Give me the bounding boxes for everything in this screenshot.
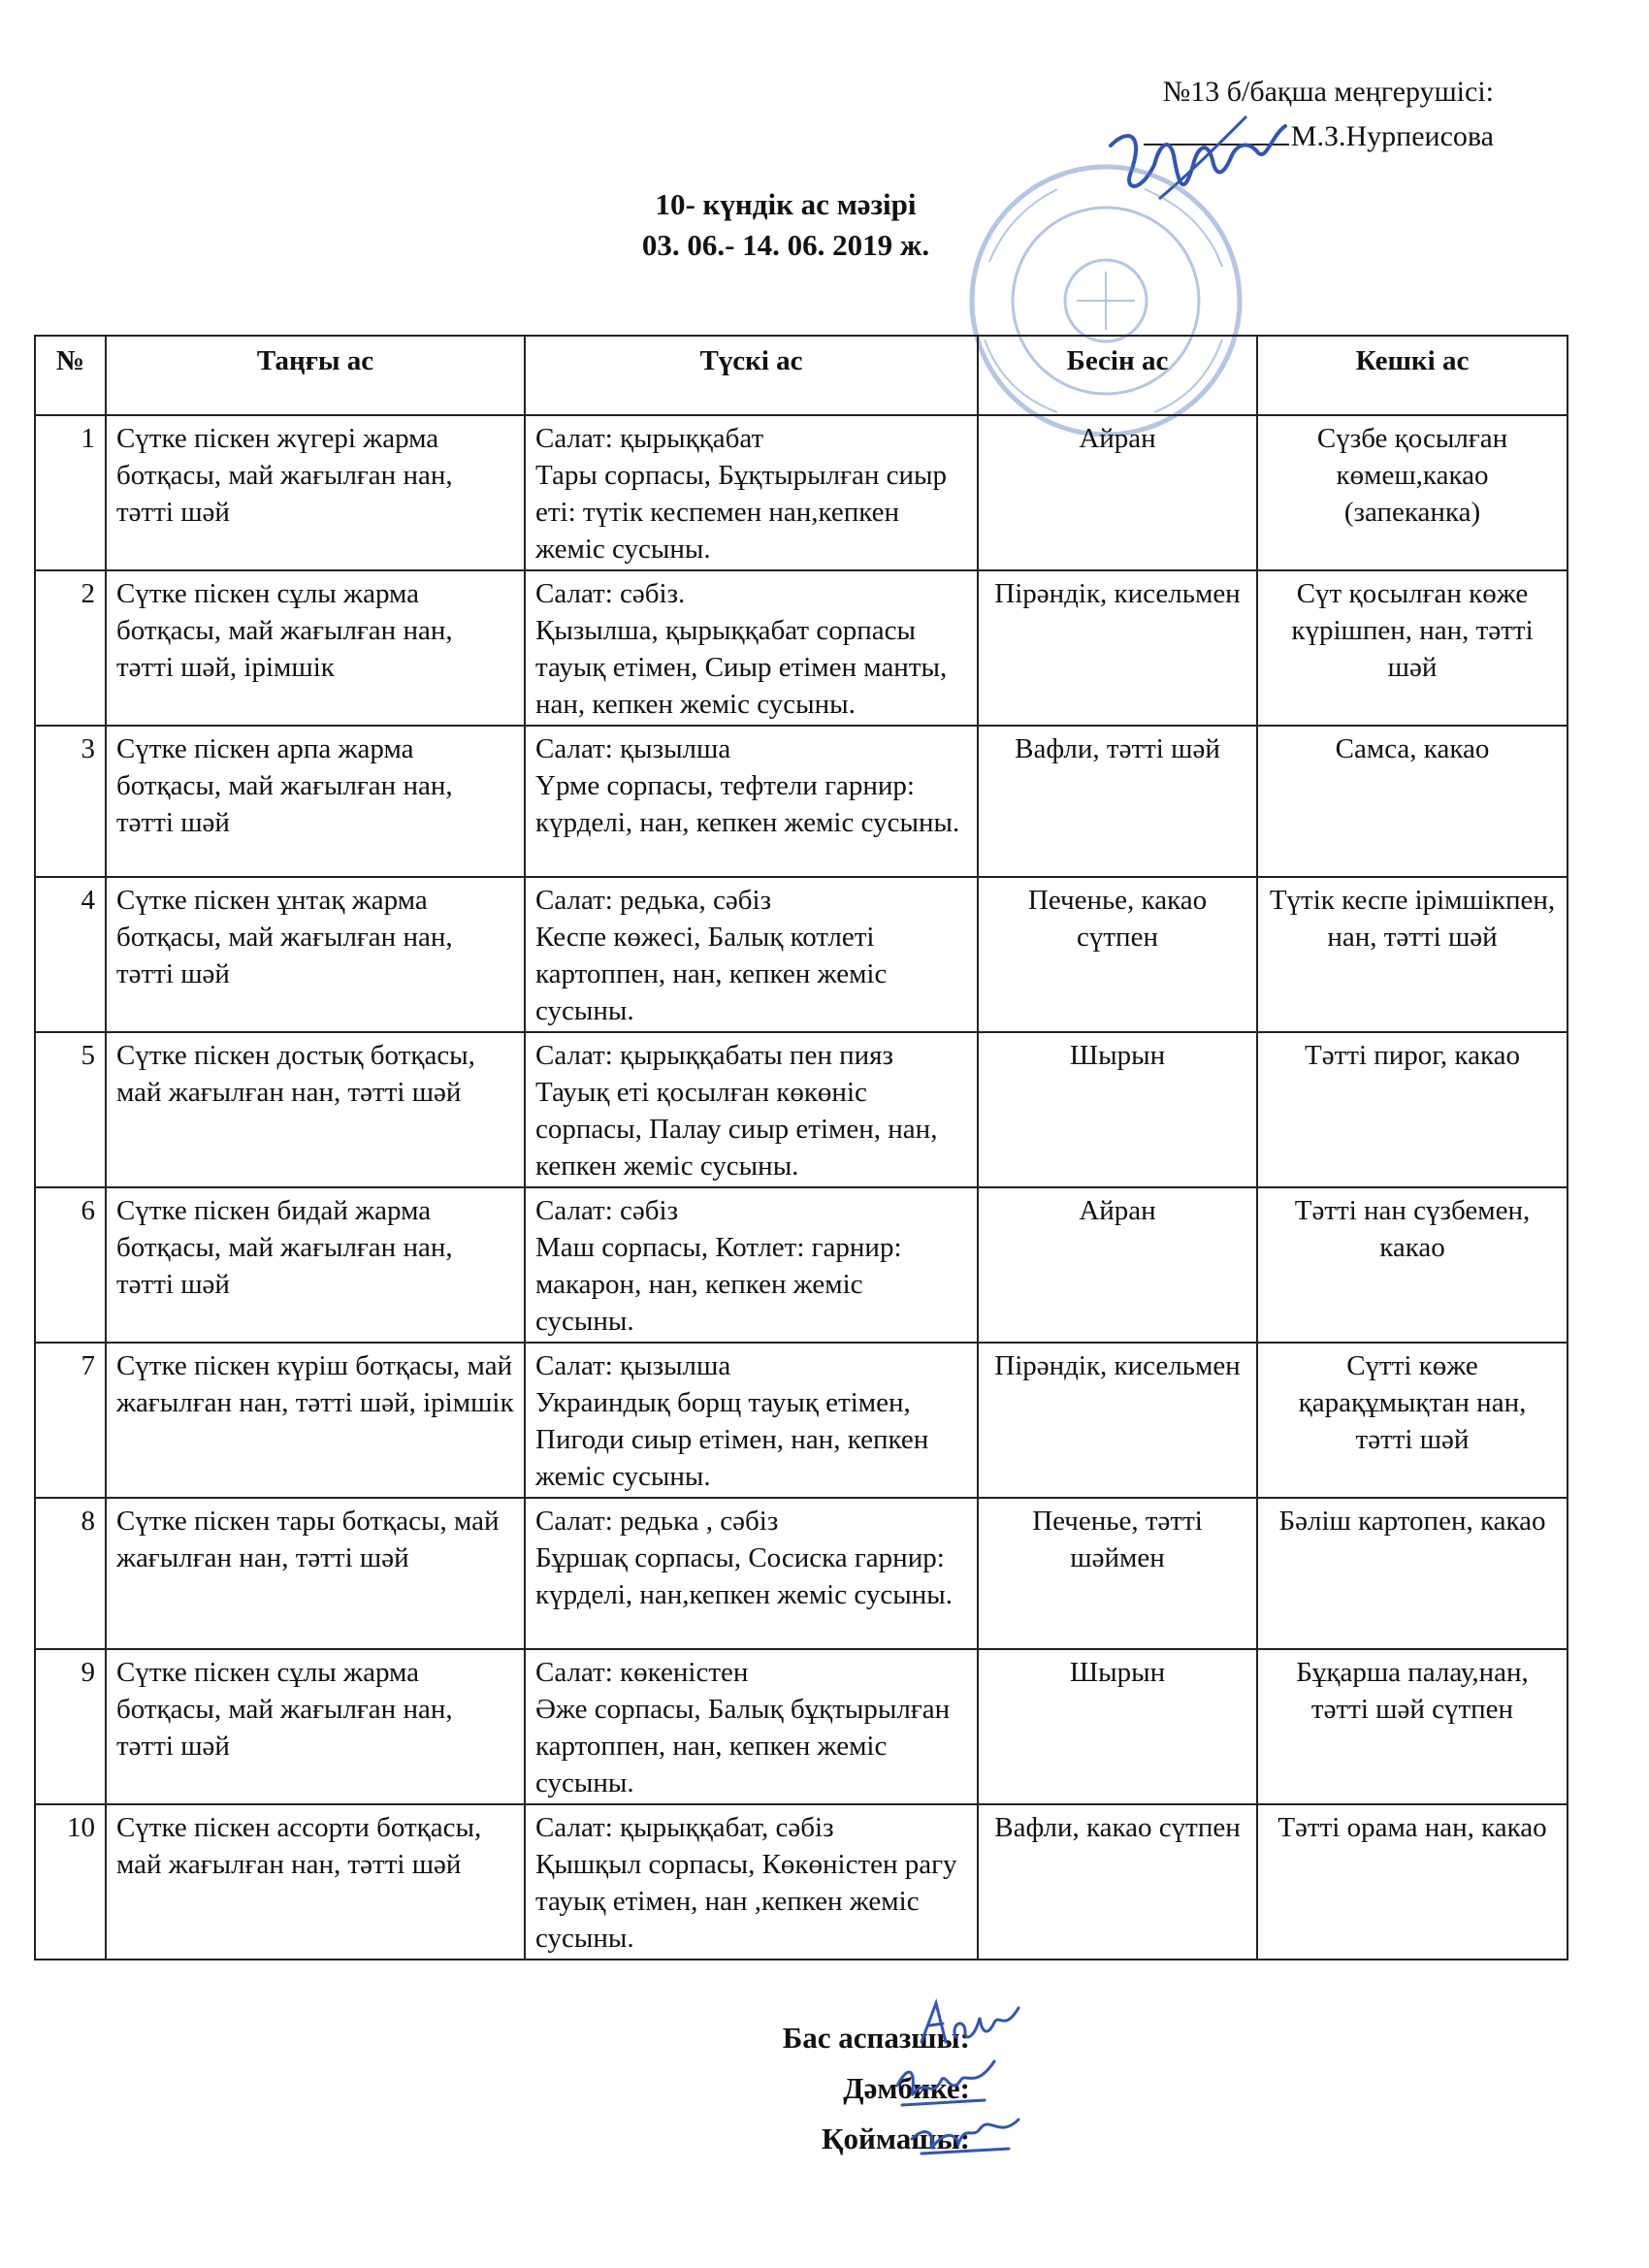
storekeeper-label: Қоймашы: <box>822 2122 970 2155</box>
row-number: 10 <box>35 1804 106 1960</box>
dinner-cell: Тәтті орама нан, какао <box>1257 1804 1568 1960</box>
snack-cell: Пірәндік, кисельмен <box>978 570 1257 726</box>
row-number: 7 <box>35 1343 106 1498</box>
breakfast-cell: Сүтке піскен достық ботқасы, май жағылған нан, тәтті шәй <box>106 1032 525 1187</box>
table-row <box>35 1498 1568 1649</box>
header-breakfast: Таңғы ас <box>106 336 525 415</box>
snack-cell: Пірәндік, кисельмен <box>978 1343 1257 1498</box>
snack-cell: Шырын <box>978 1649 1257 1804</box>
breakfast-cell: Сүтке піскен бидай жарма ботқасы, май жағылған нан, тәтті шәй <box>106 1187 525 1343</box>
table-row <box>35 1343 1568 1498</box>
table-row <box>35 1804 1568 1960</box>
approval-name: М.З.Нурпеисова <box>1290 120 1494 152</box>
header-snack: Бесін ас <box>978 336 1257 415</box>
breakfast-cell: Сүтке піскен ассорти ботқасы, май жағылған нан, тәтті шәй <box>106 1804 525 1960</box>
table-row <box>35 570 1568 726</box>
dinner-cell: Түтік кеспе ірімшікпен, нан, тәтті шәй <box>1257 877 1568 1032</box>
row-number: 8 <box>35 1498 106 1649</box>
nurse-label: Дәмбике: <box>843 2071 970 2105</box>
table-row <box>35 1187 1568 1343</box>
dinner-cell: Тәтті пирог, какао <box>1257 1032 1568 1187</box>
breakfast-cell: Сүтке піскен күріш ботқасы, май жағылған нан, тәтті шәй, ірімшік <box>106 1343 525 1498</box>
row-number: 3 <box>35 726 106 877</box>
dinner-cell: Бұқарша палау,нан, тәтті шәй сүтпен <box>1257 1649 1568 1804</box>
snack-cell: Шырын <box>978 1032 1257 1187</box>
title-line-1: 10- күндік ас мәзірі <box>655 187 917 221</box>
lunch-cell: Салат: сәбіз Маш сорпасы, Котлет: гарнир: макарон, нан, кепкен жеміс сусыны. <box>525 1187 978 1343</box>
header-lunch: Түскі ас <box>525 336 978 415</box>
header-number: № <box>35 336 106 415</box>
snack-cell: Вафли, какао сүтпен <box>978 1804 1257 1960</box>
row-number: 1 <box>35 415 106 570</box>
table-row <box>35 877 1568 1032</box>
table-header-row <box>35 336 1568 415</box>
breakfast-cell: Сүтке піскен ұнтақ жарма ботқасы, май жағылған нан, тәтті шәй <box>106 877 525 1032</box>
dinner-cell: Сүзбе қосылған көмеш,какао (запеканка) <box>1257 415 1568 570</box>
dinner-cell: Сүтті көже қарақұмықтан нан, тәтті шәй <box>1257 1343 1568 1498</box>
table-body <box>35 415 1568 1960</box>
lunch-cell: Салат: қырыққабат, сәбіз Қышқыл сорпасы, Көкөністен рагу тауық етімен, нан ,кепкен жеміс сусыны. <box>525 1804 978 1960</box>
lunch-cell: Салат: қырыққабаты пен пияз Тауық еті қосылған көкөніс сорпасы, Палау сиыр етімен, нан, кепкен жеміс сусыны. <box>525 1032 978 1187</box>
table-row <box>35 415 1568 570</box>
title-dates: 03. 06.- 14. 06. 2019 ж. <box>641 228 930 262</box>
row-number: 6 <box>35 1187 106 1343</box>
lunch-cell: Салат: қызылша Украиндық борщ тауық етімен, Пигоди сиыр етімен, нан, кепкен жеміс сусыны. <box>525 1343 978 1498</box>
dinner-cell: Тәтті нан сүзбемен, какао <box>1257 1187 1568 1343</box>
breakfast-cell: Сүтке піскен сұлы жарма ботқасы, май жағылған нан, тәтті шәй <box>106 1649 525 1804</box>
table-row <box>35 1032 1568 1187</box>
dinner-cell: Самса, какао <box>1257 726 1568 877</box>
lunch-cell: Салат: редька , сәбіз Бұршақ сорпасы, Сосиска гарнир: күрделі, нан,кепкен жеміс сусыны. <box>525 1498 978 1649</box>
lunch-cell: Салат: редька, сәбіз Кеспе көжесі, Балық котлеті картоппен, нан, кепкен жеміс сусыны. <box>525 877 978 1032</box>
row-number: 9 <box>35 1649 106 1804</box>
snack-cell: Печенье, тәтті шәймен <box>978 1498 1257 1649</box>
breakfast-cell: Сүтке піскен тары ботқасы, май жағылған нан, тәтті шәй <box>106 1498 525 1649</box>
table-row <box>35 726 1568 877</box>
table-row <box>35 1649 1568 1804</box>
row-number: 5 <box>35 1032 106 1187</box>
breakfast-cell: Сүтке піскен арпа жарма ботқасы, май жағылған нан, тәтті шәй <box>106 726 525 877</box>
footer-signatures <box>0 2013 970 2164</box>
snack-cell: Айран <box>978 415 1257 570</box>
lunch-cell: Салат: қызылша Үрме сорпасы, тефтели гарнир: күрделі, нан, кепкен жеміс сусыны. <box>525 726 978 877</box>
dinner-cell: Сүт қосылған көже күрішпен, нан, тәтті шәй <box>1257 570 1568 726</box>
lunch-cell: Салат: сәбіз. Қызылша, қырыққабат сорпасы тауық етімен, Сиыр етімен манты, нан, кепкен жеміс сусыны. <box>525 570 978 726</box>
header-dinner: Кешкі ас <box>1257 336 1568 415</box>
chef-label: Бас аспазшы: <box>782 2021 970 2055</box>
approval-title: №13 б/бақша меңгерушісі: <box>1162 76 1494 108</box>
dinner-cell: Бәліш картопен, какао <box>1257 1498 1568 1649</box>
menu-table <box>34 335 1568 1960</box>
snack-cell: Печенье, какао сүтпен <box>978 877 1257 1032</box>
storekeeper-signature-icon <box>902 2095 1028 2163</box>
row-number: 2 <box>35 570 106 726</box>
snack-cell: Айран <box>978 1187 1257 1343</box>
snack-cell: Вафли, тәтті шәй <box>978 726 1257 877</box>
breakfast-cell: Сүтке піскен сұлы жарма ботқасы, май жағылған нан, тәтті шәй, ірімшік <box>106 570 525 726</box>
row-number: 4 <box>35 877 106 1032</box>
lunch-cell: Салат: қырыққабат Тары сорпасы, Бұқтырылған сиыр еті: түтік кеспемен нан,кепкен жеміс сусыны. <box>525 415 978 570</box>
lunch-cell: Салат: көкеністен Әже сорпасы, Балық бұқтырылған картоппен, нан, кепкен жеміс сусыны. <box>525 1649 978 1804</box>
page-title <box>0 184 1571 266</box>
breakfast-cell: Сүтке піскен жүгері жарма ботқасы, май жағылған нан, тәтті шәй <box>106 415 525 570</box>
